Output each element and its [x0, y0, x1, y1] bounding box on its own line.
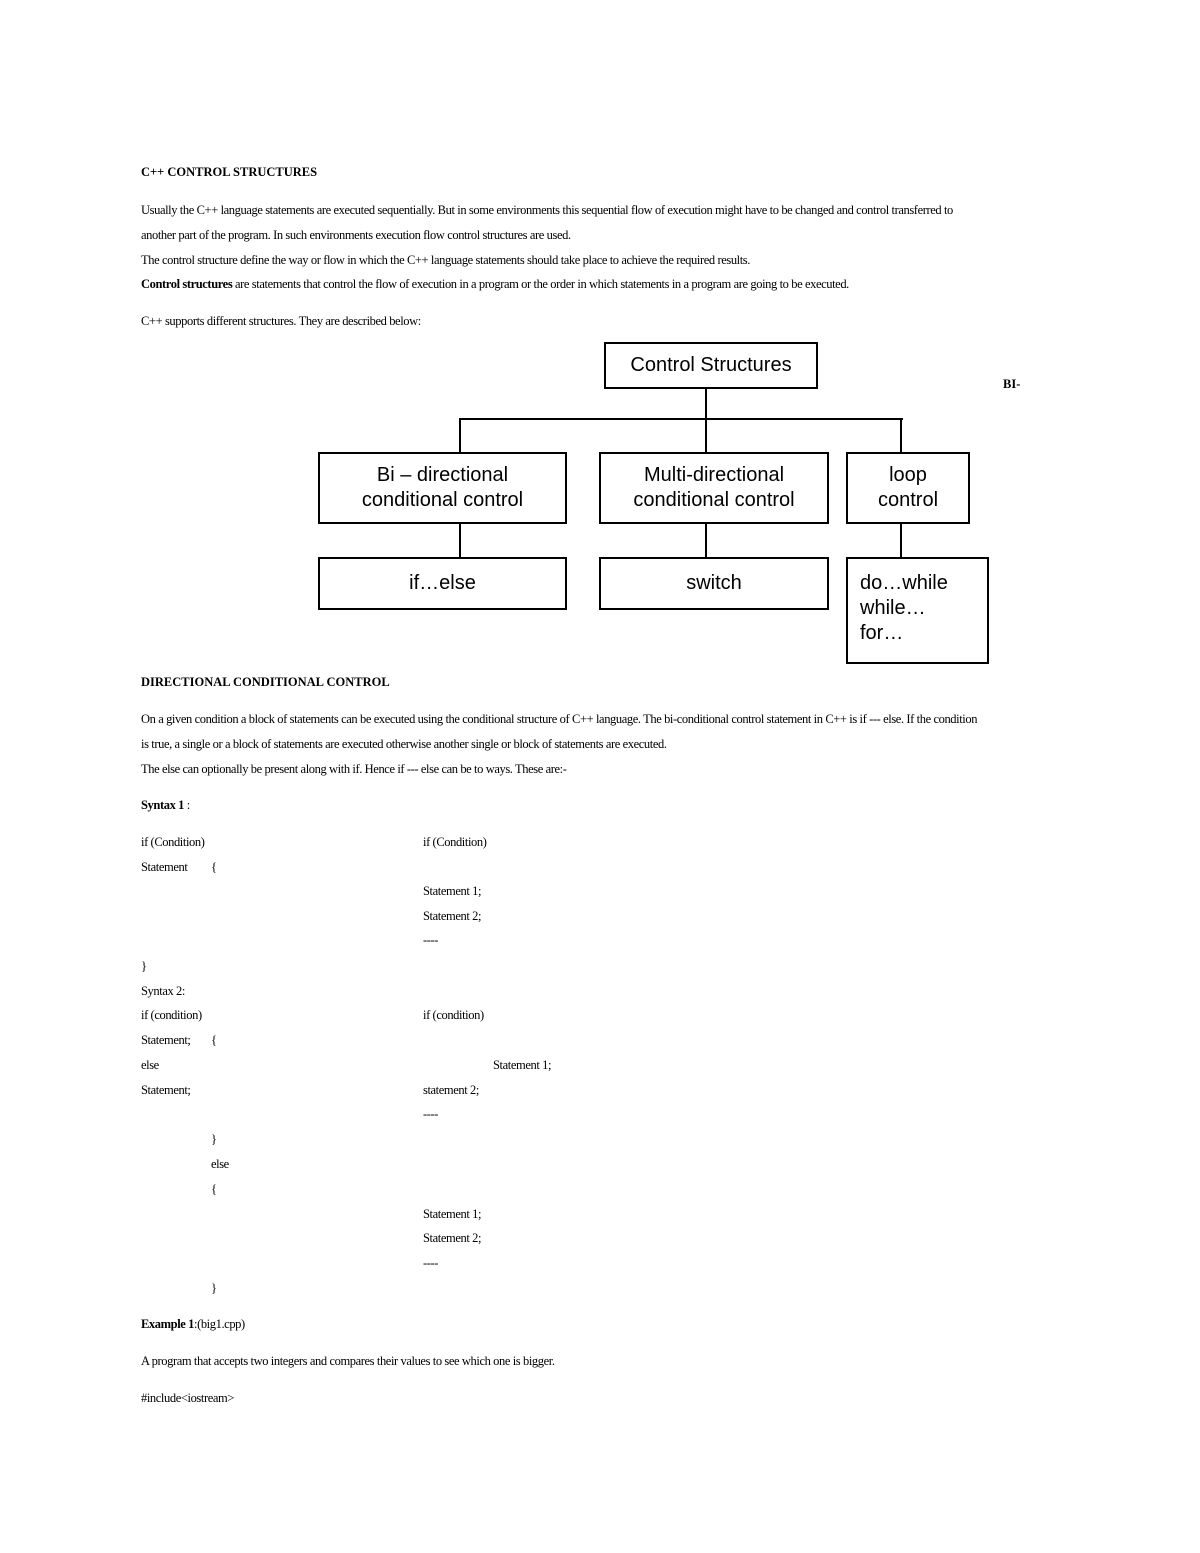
child-label: for…	[860, 622, 904, 644]
code-line: Statement 1;	[493, 1058, 552, 1072]
code-brace: }	[211, 1132, 217, 1146]
connector-line	[459, 523, 461, 558]
code-line: if (condition)	[423, 1008, 484, 1022]
connector-line	[900, 418, 902, 453]
definition-text: are statements that control the flow of execution in a program or the order in which statements in a program are going to be executed.	[232, 277, 849, 291]
child-box-loops	[846, 557, 989, 664]
intro-line: another part of the program. In such environments execution flow control structures are used.	[141, 228, 571, 242]
code-line: else	[141, 1058, 159, 1072]
code-line: ----	[423, 933, 439, 947]
example-label	[141, 1316, 245, 1332]
section-line: is true, a single or a block of statements are executed otherwise another single or block of statements are executed.	[141, 737, 667, 751]
code-brace: }	[211, 1281, 217, 1295]
section-line: On a given condition a block of statements can be executed using the conditional structure of C++ language. The bi-conditional control statement in C++ is if --- else. If the condition	[141, 712, 978, 726]
child-label: do…while	[860, 572, 948, 594]
child-label: if…else	[409, 572, 476, 594]
code-line: ----	[423, 1107, 439, 1121]
section-heading: DIRECTIONAL CONDITIONAL CONTROL	[141, 675, 390, 689]
syntax1-label	[141, 797, 190, 813]
code-line: Statement	[141, 860, 188, 874]
definition-term: Control structures	[141, 277, 233, 291]
code-line: Statement 1;	[423, 884, 482, 898]
category-box-loop	[846, 452, 970, 524]
code-line: ----	[423, 1256, 439, 1270]
connector-line	[705, 418, 707, 453]
code-brace: {	[211, 860, 217, 874]
diagram-root-box	[604, 342, 818, 389]
child-box-if-else	[318, 557, 567, 610]
code-line: Statement 2;	[423, 909, 482, 923]
example-file: :(big1.cpp)	[194, 1317, 245, 1331]
child-label: while…	[860, 597, 926, 619]
connector-line	[900, 523, 902, 558]
code-brace: {	[211, 1033, 217, 1047]
connector-line	[459, 418, 461, 453]
category-label: conditional control	[361, 489, 524, 511]
category-label: Multi-directional	[643, 464, 785, 486]
example-desc: A program that accepts two integers and compares their values to see which one is bigger.	[141, 1354, 555, 1368]
code-line: Statement 2;	[423, 1231, 482, 1245]
connector-line	[705, 389, 707, 419]
child-label: switch	[686, 572, 742, 594]
intro-line: C++ supports different structures. They are described below:	[141, 314, 421, 328]
code-line: #include<iostream>	[141, 1391, 234, 1405]
side-label: BI-	[1003, 377, 1021, 391]
category-label: loop	[889, 464, 927, 486]
example-label-text: Example 1	[141, 1317, 194, 1331]
syntax-label-text: Syntax 1	[141, 798, 184, 812]
code-brace: {	[211, 1182, 217, 1196]
intro-line: The control structure define the way or flow in which the C++ language statements should take place to achieve the required results.	[141, 253, 750, 267]
category-box-multidirectional	[599, 452, 829, 524]
code-brace: }	[141, 959, 147, 973]
child-box-switch	[599, 557, 829, 610]
syntax-label-suffix: :	[186, 798, 190, 812]
diagram-root-label: Control Structures	[630, 354, 792, 376]
intro-definition	[141, 276, 849, 292]
syntax2-label: Syntax 2:	[141, 984, 185, 998]
page-title: C++ CONTROL STRUCTURES	[141, 165, 318, 179]
code-line: else	[211, 1157, 229, 1171]
code-line: Statement 1;	[423, 1207, 482, 1221]
category-label: conditional control	[633, 489, 795, 511]
code-line: Statement;	[141, 1083, 191, 1097]
code-line: if (Condition)	[141, 835, 205, 849]
category-box-bidirectional	[318, 452, 567, 524]
code-line: if (condition)	[141, 1008, 202, 1022]
category-label: Bi – directional	[376, 464, 509, 486]
section-line: The else can optionally be present along with if. Hence if --- else can be to ways. These are:-	[141, 762, 567, 776]
connector-line	[459, 418, 903, 420]
code-line: if (Condition)	[423, 835, 487, 849]
code-line: Statement;	[141, 1033, 191, 1047]
category-label: control	[877, 489, 939, 511]
connector-line	[705, 523, 707, 558]
intro-line: Usually the C++ language statements are executed sequentially. But in some environments this sequential flow of execution might have to be changed and control transferred to	[141, 203, 953, 217]
code-line: statement 2;	[423, 1083, 479, 1097]
